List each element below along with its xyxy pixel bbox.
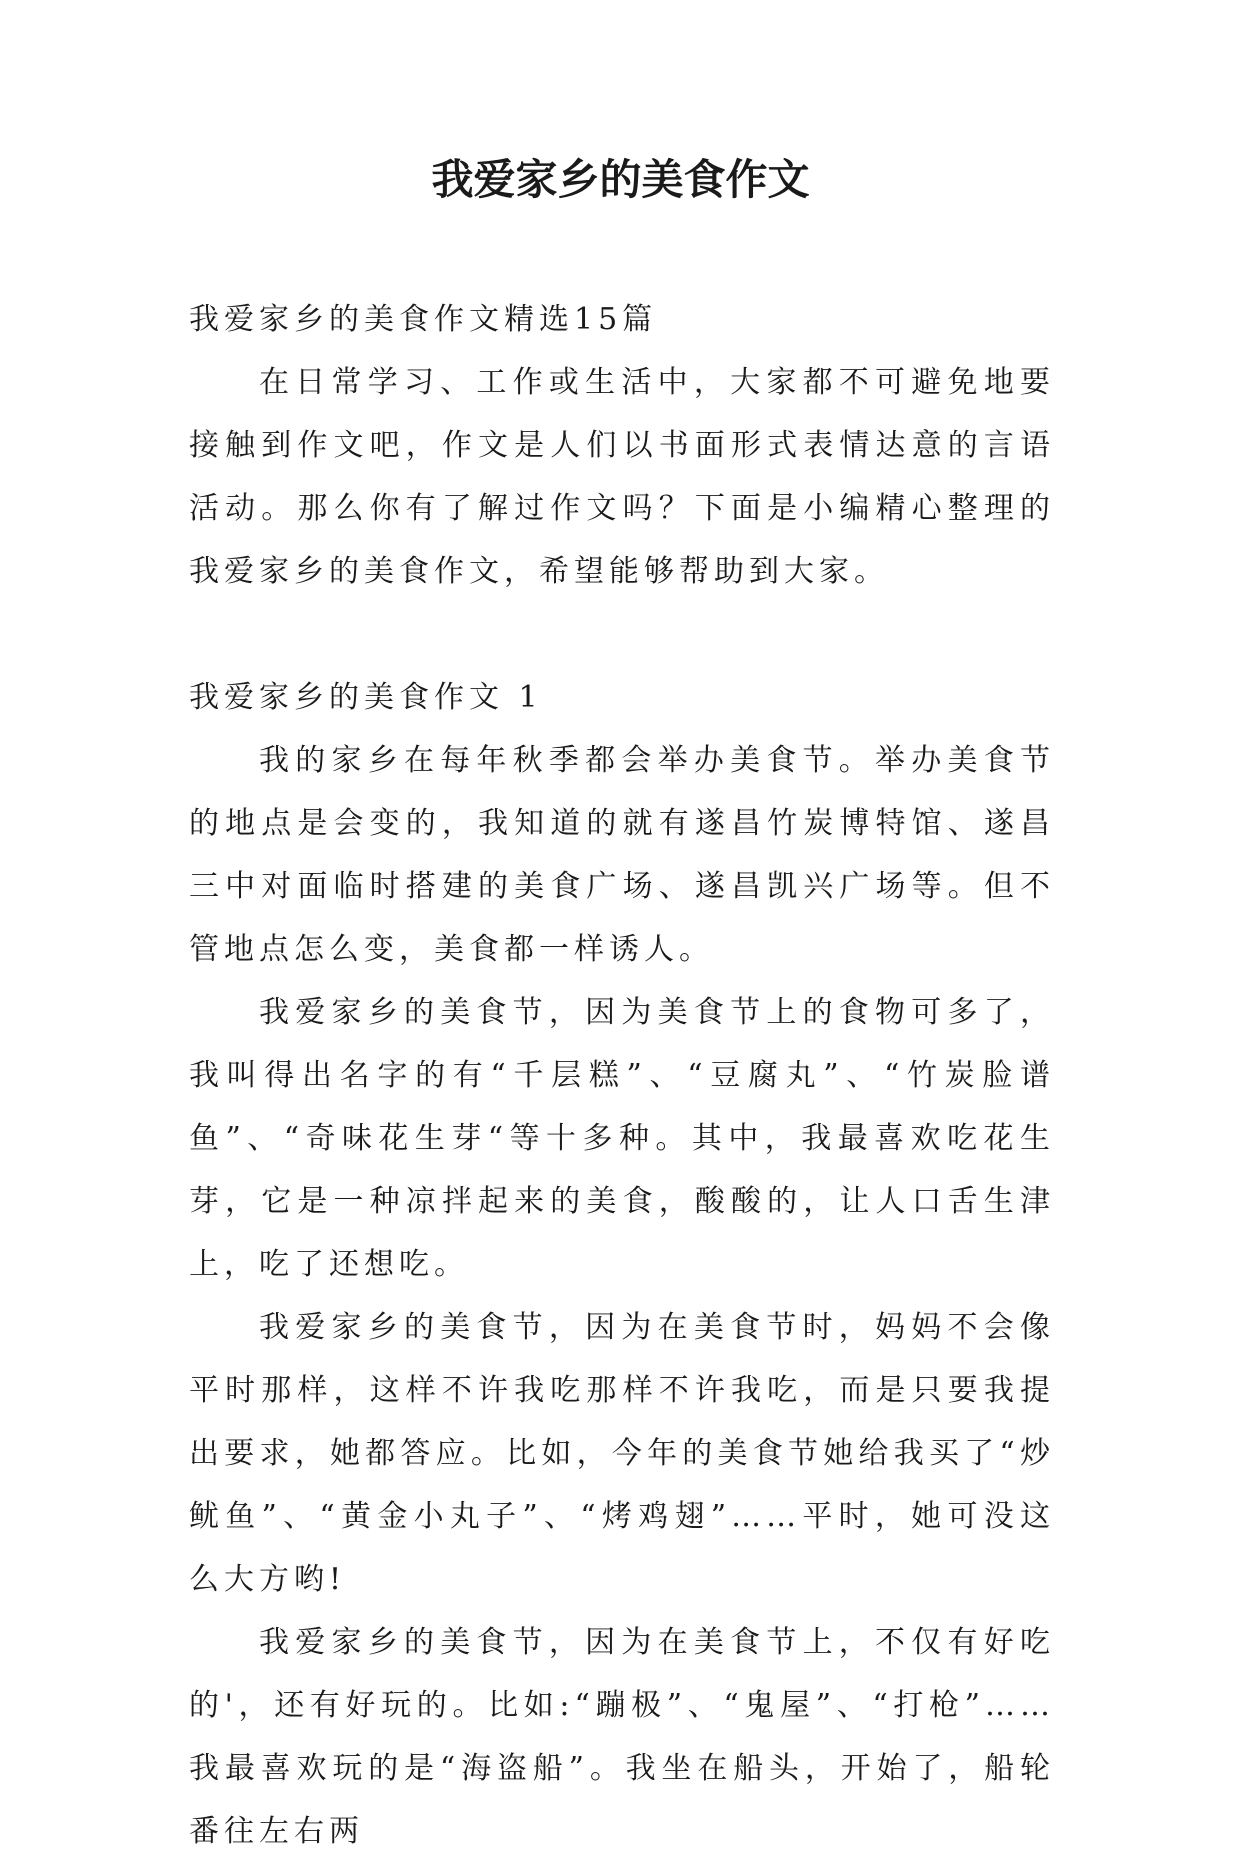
body-paragraph: 我爱家乡的美食节，因为美食节上的食物可多了，我叫得出名字的有“千层糕”、“豆腐丸”、“竹炭脸谱鱼”、“奇味花生芽“等十多种。其中，我最喜欢吃花生芽，它是一种凉拌起来的美食，酸酸的，让人口舌生津上，吃了还想吃。: [189, 995, 1055, 1282]
document-subtitle: 我爱家乡的美食作文精选15篇: [189, 302, 658, 337]
section-spacer: [189, 603, 1055, 666]
document-body: [189, 288, 1055, 1863]
body-paragraph: 我的家乡在每年秋季都会举办美食节。举办美食节的地点是会变的，我知道的就有遂昌竹炭博特馆、遂昌三中对面临时搭建的美食广场、遂昌凯兴广场等。但不管地点怎么变，美食都一样诱人。: [189, 743, 1055, 967]
intro-paragraph: 在日常学习、工作或生活中，大家都不可避免地要接触到作文吧，作文是人们以书面形式表情达意的言语活动。那么你有了解过作文吗？下面是小编精心整理的我爱家乡的美食作文，希望能够帮助到大家。: [189, 365, 1055, 589]
document-title: 我爱家乡的美食作文: [431, 155, 810, 204]
body-paragraph: 我爱家乡的美食节，因为在美食节上，不仅有好吃的'，还有好玩的。比如:“蹦极”、“鬼屋”、“打枪”……我最喜欢玩的是“海盗船”。我坐在船头，开始了，船轮番往左右两: [189, 1625, 1055, 1849]
section-heading: 我爱家乡的美食作文 1: [189, 680, 543, 715]
body-paragraph: 我爱家乡的美食节，因为在美食节时，妈妈不会像平时那样，这样不许我吃那样不许我吃，而是只要我提出要求，她都答应。比如，今年的美食节她给我买了“炒鱿鱼”、“黄金小丸子”、“烤鸡翅”……平时，她可没这么大方哟!: [189, 1310, 1055, 1597]
